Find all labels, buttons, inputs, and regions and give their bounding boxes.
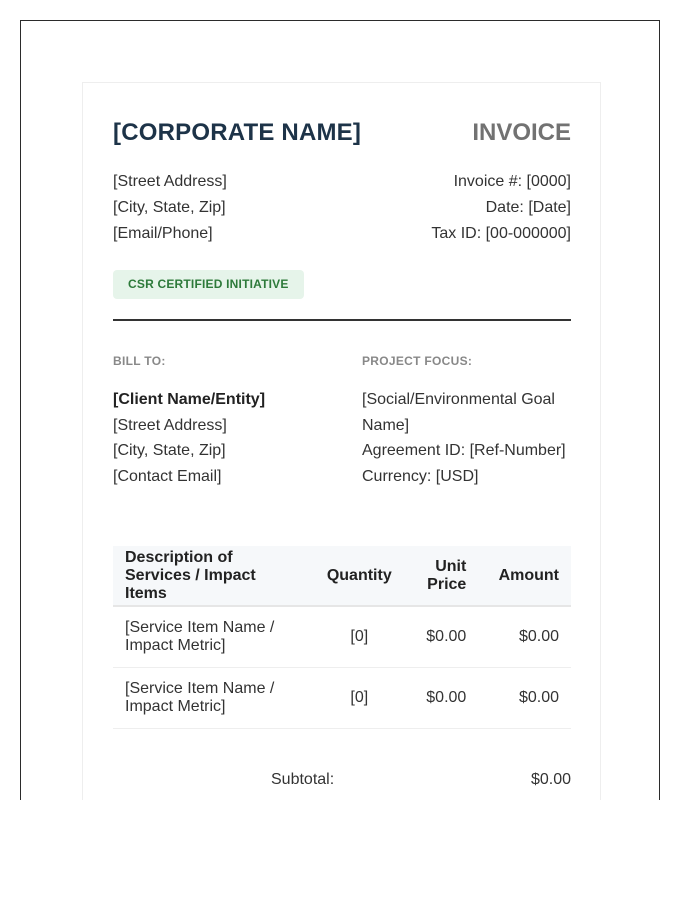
item-description: [Service Item Name / Impact Metric] bbox=[113, 606, 311, 667]
item-quantity: [0] bbox=[311, 667, 409, 728]
subtotal-value: $0.00 bbox=[530, 771, 571, 788]
client-city: [City, State, Zip] bbox=[113, 442, 226, 459]
header-description: Description of Services / Impact Items bbox=[113, 546, 311, 606]
sender-address bbox=[113, 169, 227, 247]
sender-contact: [Email/Phone] bbox=[113, 225, 213, 242]
project-goal: [Social/Environmental Goal Name] bbox=[362, 391, 555, 434]
bill-to-details bbox=[113, 387, 265, 489]
item-unit-price: $0.00 bbox=[408, 606, 478, 667]
invoice-date: Date: [Date] bbox=[485, 199, 571, 216]
item-amount: $0.00 bbox=[478, 667, 571, 728]
item-amount: $0.00 bbox=[478, 606, 571, 667]
currency: Currency: [USD] bbox=[362, 467, 479, 485]
header-divider bbox=[113, 319, 571, 321]
project-focus-label: PROJECT FOCUS: bbox=[362, 354, 473, 368]
tax-id: Tax ID: [00-000000] bbox=[431, 225, 571, 242]
table-header-row bbox=[113, 546, 571, 606]
header-unit-price: Unit Price bbox=[408, 546, 478, 606]
client-email: [Contact Email] bbox=[113, 467, 222, 485]
line-items-table bbox=[113, 546, 571, 729]
invoice-number: Invoice #: [0000] bbox=[453, 173, 571, 190]
invoice-sheet bbox=[82, 82, 601, 800]
corporate-name: [CORPORATE NAME] bbox=[113, 119, 362, 146]
project-focus-details bbox=[362, 387, 577, 489]
invoice-meta bbox=[431, 169, 571, 247]
table-row bbox=[113, 667, 571, 728]
invoice-title: INVOICE bbox=[472, 119, 571, 146]
item-unit-price: $0.00 bbox=[408, 667, 478, 728]
header-amount: Amount bbox=[478, 546, 571, 606]
bill-to-label: BILL TO: bbox=[113, 354, 166, 368]
sender-street: [Street Address] bbox=[113, 173, 227, 190]
item-description: [Service Item Name / Impact Metric] bbox=[113, 667, 311, 728]
client-street: [Street Address] bbox=[113, 416, 227, 434]
agreement-id: Agreement ID: [Ref-Number] bbox=[362, 442, 566, 459]
page-frame bbox=[20, 20, 660, 800]
client-name: [Client Name/Entity] bbox=[113, 391, 266, 408]
item-quantity: [0] bbox=[311, 606, 409, 667]
sender-city: [City, State, Zip] bbox=[113, 199, 226, 216]
table-row bbox=[113, 606, 571, 667]
header-quantity: Quantity bbox=[311, 546, 409, 606]
csr-badge: CSR CERTIFIED INITIATIVE bbox=[113, 270, 304, 299]
subtotal-label: Subtotal: bbox=[271, 771, 335, 788]
